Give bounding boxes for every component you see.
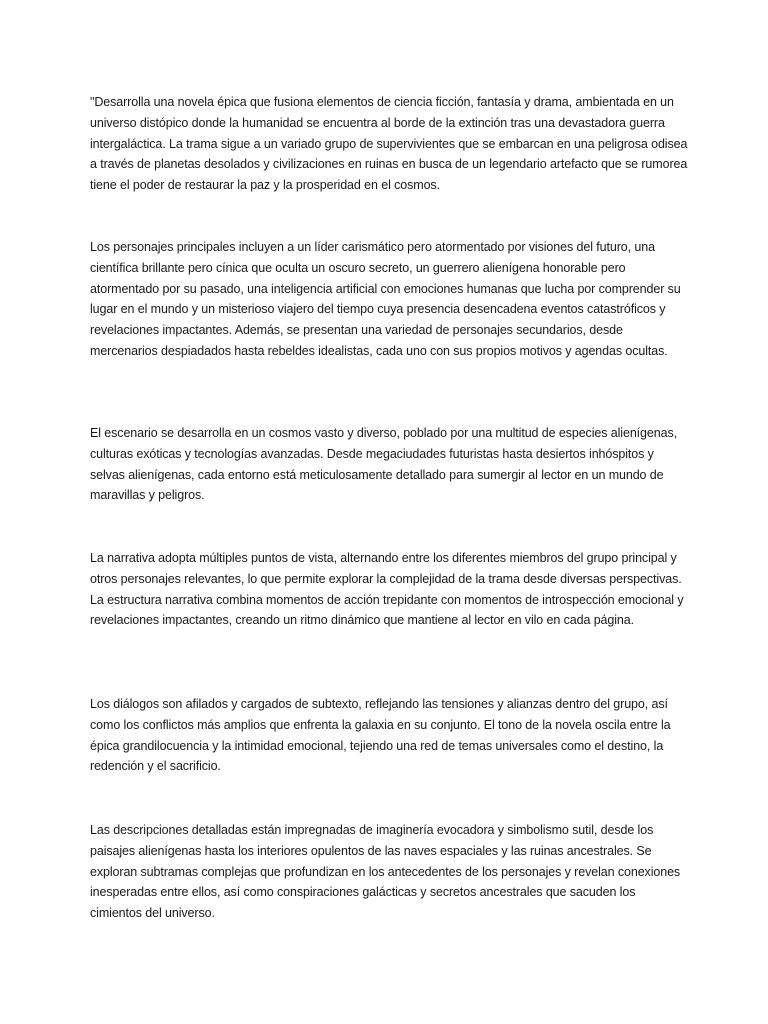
paragraph-1: "Desarrolla una novela épica que fusiona elementos de ciencia ficción, fantasía y drama, ambientada en un universo distópico donde la humanidad se encuentra al borde de la extinción tras una devastadora guerra intergaláctica. La trama sigue a un variado grupo de supervivientes que se embarcan en una peligrosa odisea a través de planetas desolados y civilizaciones en ruinas en busca de un legendario artefacto que se rumorea tiene el poder de restaurar la paz y la prosperidad en el cosmos. [90,95,688,193]
paragraph-2: Los personajes principales incluyen a un líder carismático pero atormentado por visiones del futuro, una científica brillante pero cínica que oculta un oscuro secreto, un guerrero alienígena honorable pero atormentado por su pasado, una inteligencia artificial con emociones humanas que lucha por comprender su lugar en el mundo y un misterioso viajero del tiempo cuya presencia desencadena eventos catastróficos y revelaciones impactantes. Además, se presentan una variedad de personajes secundarios, desde mercenarios despiadados hasta rebeldes idealistas, cada uno con sus propios motivos y agendas ocultas. [90,240,681,358]
paragraph-4: La narrativa adopta múltiples puntos de vista, alternando entre los diferentes miembros del grupo principal y otros personajes relevantes, lo que permite explorar la complejidad de la trama desde diversas perspectivas. La estructura narrativa combina momentos de acción trepidante con momentos de introspección emocional y revelaciones impactantes, creando un ritmo dinámico que mantiene al lector en vilo en cada página. [90,551,684,628]
paragraph-3: El escenario se desarrolla en un cosmos vasto y diverso, poblado por una multitud de especies alienígenas, culturas exóticas y tecnologías avanzadas. Desde megaciudades futuristas hasta desiertos inhóspitos y selvas alienígenas, cada entorno está meticulosamente detallado para sumergir al lector en un mundo de maravillas y peligros. [90,426,677,503]
paragraph-6: Las descripciones detalladas están impregnadas de imaginería evocadora y simbolismo sutil, desde los paisajes alienígenas hasta los interiores opulentos de las naves espaciales y las ruinas ancestrales. Se exploran subtramas complejas que profundizan en los antecedentes de los personajes y revelan conexiones inesperadas entre ellos, así como conspiraciones galácticas y secretos ancestrales que sacuden los cimientos del universo. [90,823,681,921]
paragraph-5: Los diálogos son afilados y cargados de subtexto, reflejando las tensiones y alianzas dentro del grupo, así como los conflictos más amplios que enfrenta la galaxia en su conjunto. El tono de la novela oscila entre la épica grandilocuencia y la intimidad emocional, tejiendo una red de temas universales como el destino, la redención y el sacrificio. [90,697,671,774]
